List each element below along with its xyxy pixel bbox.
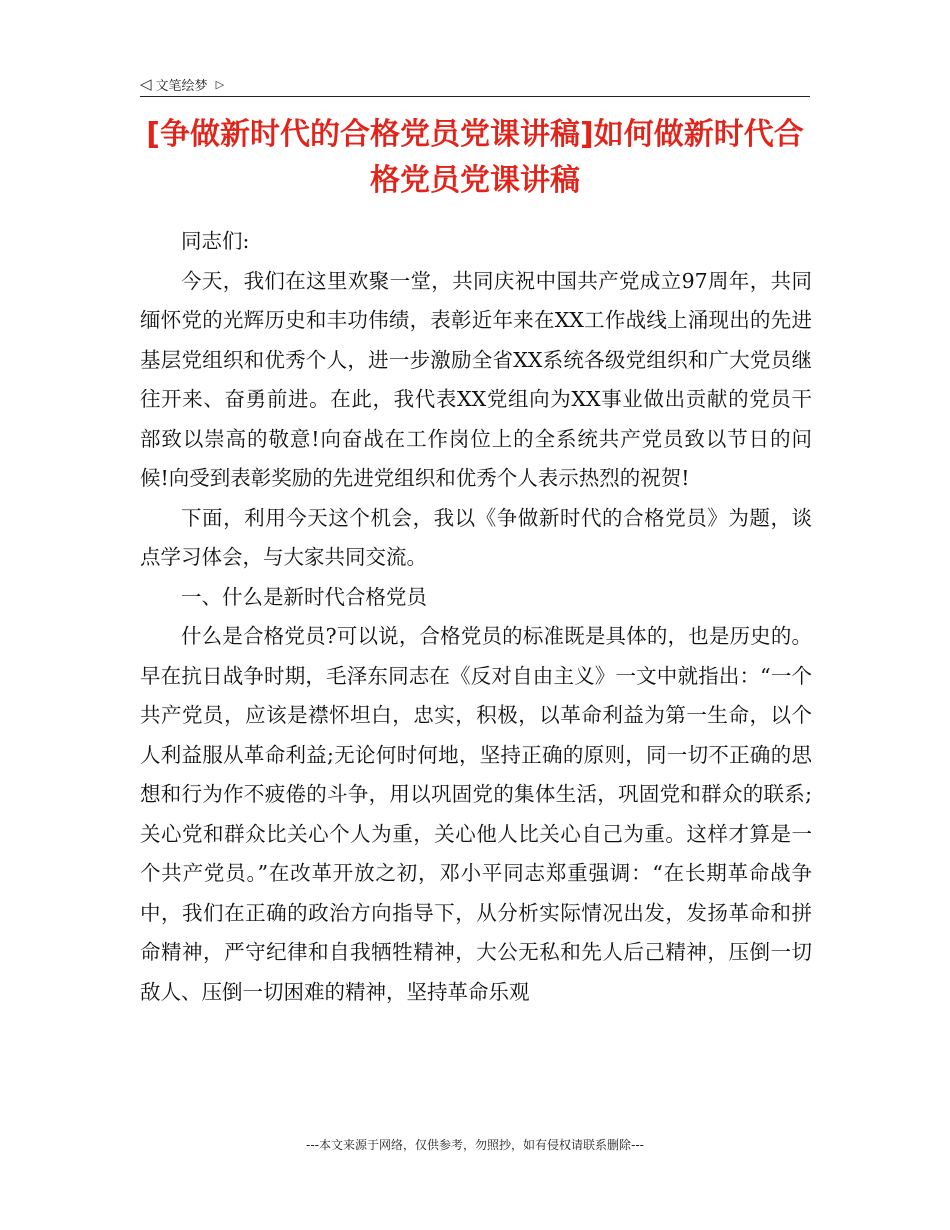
page-header bbox=[140, 72, 810, 97]
body-paragraph: 今天，我们在这里欢聚一堂，共同庆祝中国共产党成立97周年，共同缅怀党的光辉历史和丰功伟绩，表彰近年来在XX工作战线上涌现出的先进基层党组织和优秀个人，进一步激励全省XX系统各级党组织和广大党员继往开来、奋勇前进。在此，我代表XX党组向为XX事业做出贡献的党员干部致以崇高的敬意!向奋战在工作岗位上的全系统共产党员致以节日的问候!向受到表彰奖励的先进党组织和优秀个人表示热烈的祝贺! bbox=[140, 268, 812, 490]
page-footer: ---本文来源于网络，仅供参考，勿照抄，如有侵权请联系删除--- bbox=[306, 1138, 644, 1152]
triangle-left-icon: ◁ bbox=[140, 74, 152, 93]
salutation-paragraph: 同志们: bbox=[181, 229, 250, 253]
body-paragraph: 下面，利用今天这个机会，我以《争做新时代的合格党员》为题，谈点学习体会，与大家共同交流。 bbox=[140, 505, 812, 569]
triangle-right-icon: ▷ bbox=[215, 77, 225, 91]
body-paragraph: 什么是合格党员?可以说，合格党员的标准既是具体的，也是历史的。早在抗日战争时期，毛泽东同志在《反对自由主义》一文中就指出：“一个共产党员，应该是襟怀坦白，忠实，积极，以革命利益为第一生命，以个人利益服从革命利益;无论何时何地，坚持正确的原则，同一切不正确的思想和行为作不疲倦的斗争，用以巩固党的集体生活，巩固党和群众的联系;关心党和群众比关心个人为重，关心他人比关心自己为重。这样才算是一个共产党员。”在改革开放之初，邓小平同志郑重强调：“在长期革命战争中，我们在正确的政治方向指导下，从分析实际情况出发，发扬革命和拼命精神，严守纪律和自我牺牲精神，大公无私和先人后己精神，压倒一切敌人、压倒一切困难的精神，坚持革命乐观 bbox=[140, 624, 812, 1004]
section-heading: 一、什么是新时代合格党员 bbox=[181, 584, 427, 609]
document-body bbox=[140, 222, 812, 1012]
document-title: [争做新时代的合格党员党课讲稿]如何做新时代合格党员党课讲稿 bbox=[146, 117, 804, 198]
header-brand: 文笔绘梦 bbox=[155, 78, 208, 94]
